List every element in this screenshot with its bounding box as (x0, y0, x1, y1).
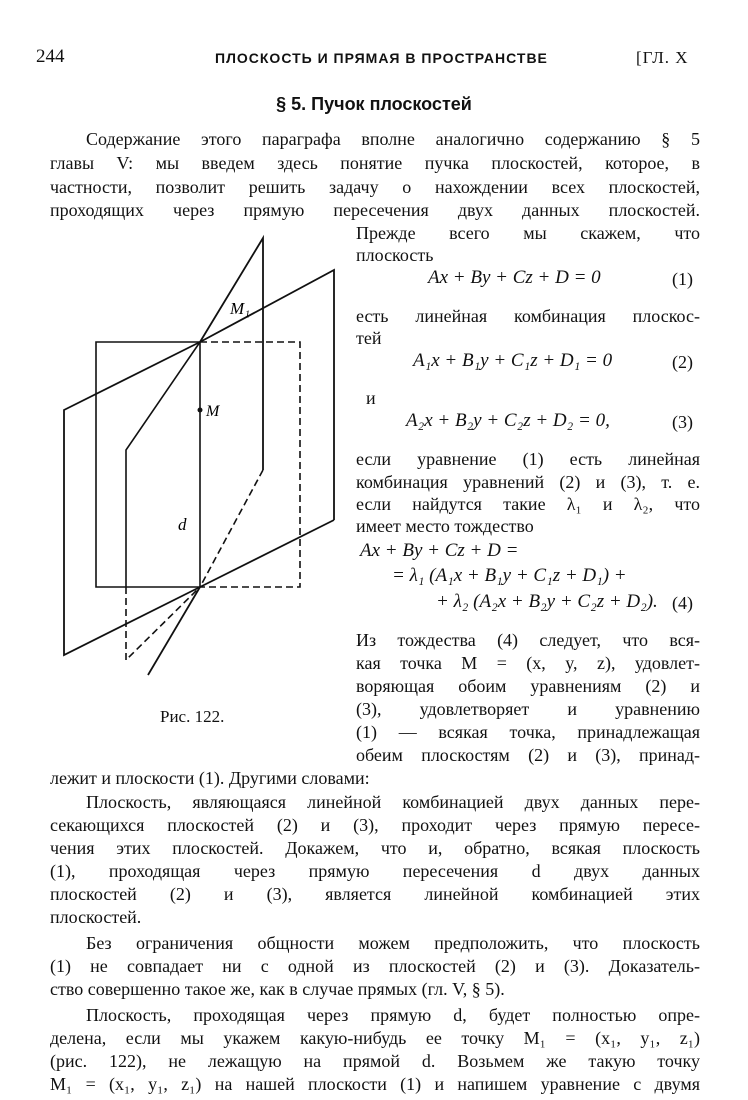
text-line: если найдутся такие λ₁ и λ₂, что (356, 494, 700, 514)
equation-4a: Ax + By + Cz + D = (360, 540, 519, 561)
body-line: делена, если мы укажем какую-нибудь ее точку M₁ = (x₁, y₁, z₁) (50, 1028, 700, 1048)
equation-4c: + λ₂ (A₂x + B₂y + C₂z + D₂). (436, 591, 658, 612)
intro-line: частности, позволит решить задачу о нахождении всех плоскостей, (50, 177, 700, 197)
plane-left-edge (126, 342, 200, 587)
text-line: Прежде всего мы скажем, что (356, 223, 700, 243)
body-line: секающихся плоскостей (2) и (3), проходит через прямую пересе- (50, 815, 700, 835)
body-line: M₁ = (x₁, y₁, z₁) на нашей плоскости (1) и напишем уравнение с двумя (50, 1074, 700, 1094)
text-line: есть линейная комбинация плоскос- (356, 306, 700, 326)
text-line: тей (356, 328, 382, 348)
body-line: Плоскость, проходящая через прямую d, будет полностью опре- (86, 1005, 700, 1025)
text-line: комбинация уравнений (2) и (3), т. е. (356, 472, 700, 492)
text-line: (3), удовлетворяет и уравнению (356, 699, 700, 719)
plane-m1-edge (200, 238, 263, 470)
running-title: ПЛОСКОСТЬ И ПРЯМАЯ В ПРОСТРАНСТВЕ (215, 50, 548, 66)
body-line: лежит и плоскости (1). Другими словами: (50, 768, 370, 788)
text-line: Из тождества (4) следует, что вся- (356, 630, 700, 650)
figure-caption: Рис. 122. (160, 707, 225, 726)
body-line: Без ограничения общности можем предположить, что плоскость (86, 933, 700, 953)
text-line: воряющая обоим уравнениям (2) и (356, 676, 700, 696)
body-line: чения этих плоскостей. Докажем, что и, обратно, всякая плоскость (50, 838, 700, 858)
chapter-reference: [ГЛ. X (636, 48, 689, 67)
text-line: имеет место тождество (356, 516, 534, 536)
intro-line: проходящих через прямую пересечения двух данных плоскостей. (50, 200, 700, 220)
text-line: кая точка M = (x, y, z), удовлет- (356, 653, 700, 673)
body-line: плоскостей. (50, 907, 142, 927)
equation-3: A₂x + B₂y + C₂z + D₂ = 0, (406, 410, 610, 431)
page-header (0, 46, 748, 76)
body-line: (1) не совпадает ни с одной из плоскостей (2) и (3). Доказатель- (50, 956, 700, 976)
text-line: обеим плоскостям (2) и (3), принад- (356, 745, 700, 765)
text-line: и (366, 388, 376, 408)
label-d: d (178, 515, 187, 534)
section-title: § 5. Пучок плоскостей (276, 94, 472, 114)
body-line: (1), проходящая через прямую пересечения d двух данных (50, 861, 700, 881)
body-line: плоскостей (2) и (3), является линейной комбинацией этих (50, 884, 700, 904)
text-line: (1) — всякая точка, принадлежащая (356, 722, 700, 742)
vertical-plane-edge (96, 342, 200, 587)
plane-wide-edge-lower (200, 520, 334, 587)
point-m (198, 408, 203, 413)
equation-number: (3) (672, 412, 693, 432)
equation-4b: = λ₁ (A₁x + B₁y + C₁z + D₁) + (392, 565, 627, 586)
body-line: Плоскость, являющаяся линейной комбинацией двух данных пере- (86, 792, 700, 812)
intro-line: главы V: мы введем здесь понятие пучка плоскостей, которое, в (50, 153, 700, 173)
equation-2: A₁x + B₁y + C₁z + D₁ = 0 (413, 350, 613, 371)
intro-line: Содержание этого параграфа вполне аналогично содержанию § 5 (86, 129, 700, 149)
vertical-plane-edge-hidden (200, 342, 300, 587)
label-m1: M₁ (230, 299, 251, 318)
equation-number: (4) (672, 593, 693, 613)
text-line: плоскость (356, 245, 434, 265)
body-line: (рис. 122), не лежащую на прямой d. Возьмем же такую точку (50, 1051, 700, 1071)
plane-m1-edge-hidden (200, 470, 263, 587)
page-number: 244 (36, 46, 65, 67)
equation-number: (1) (672, 269, 693, 289)
equation-number: (2) (672, 352, 693, 372)
figure-122 (58, 230, 343, 700)
body-line: ство совершенно такое же, как в случае прямых (гл. V, § 5). (50, 979, 505, 999)
text-line: если уравнение (1) есть линейная (356, 449, 700, 469)
equation-1: Ax + By + Cz + D = 0 (428, 267, 601, 288)
label-m: M (206, 403, 220, 420)
